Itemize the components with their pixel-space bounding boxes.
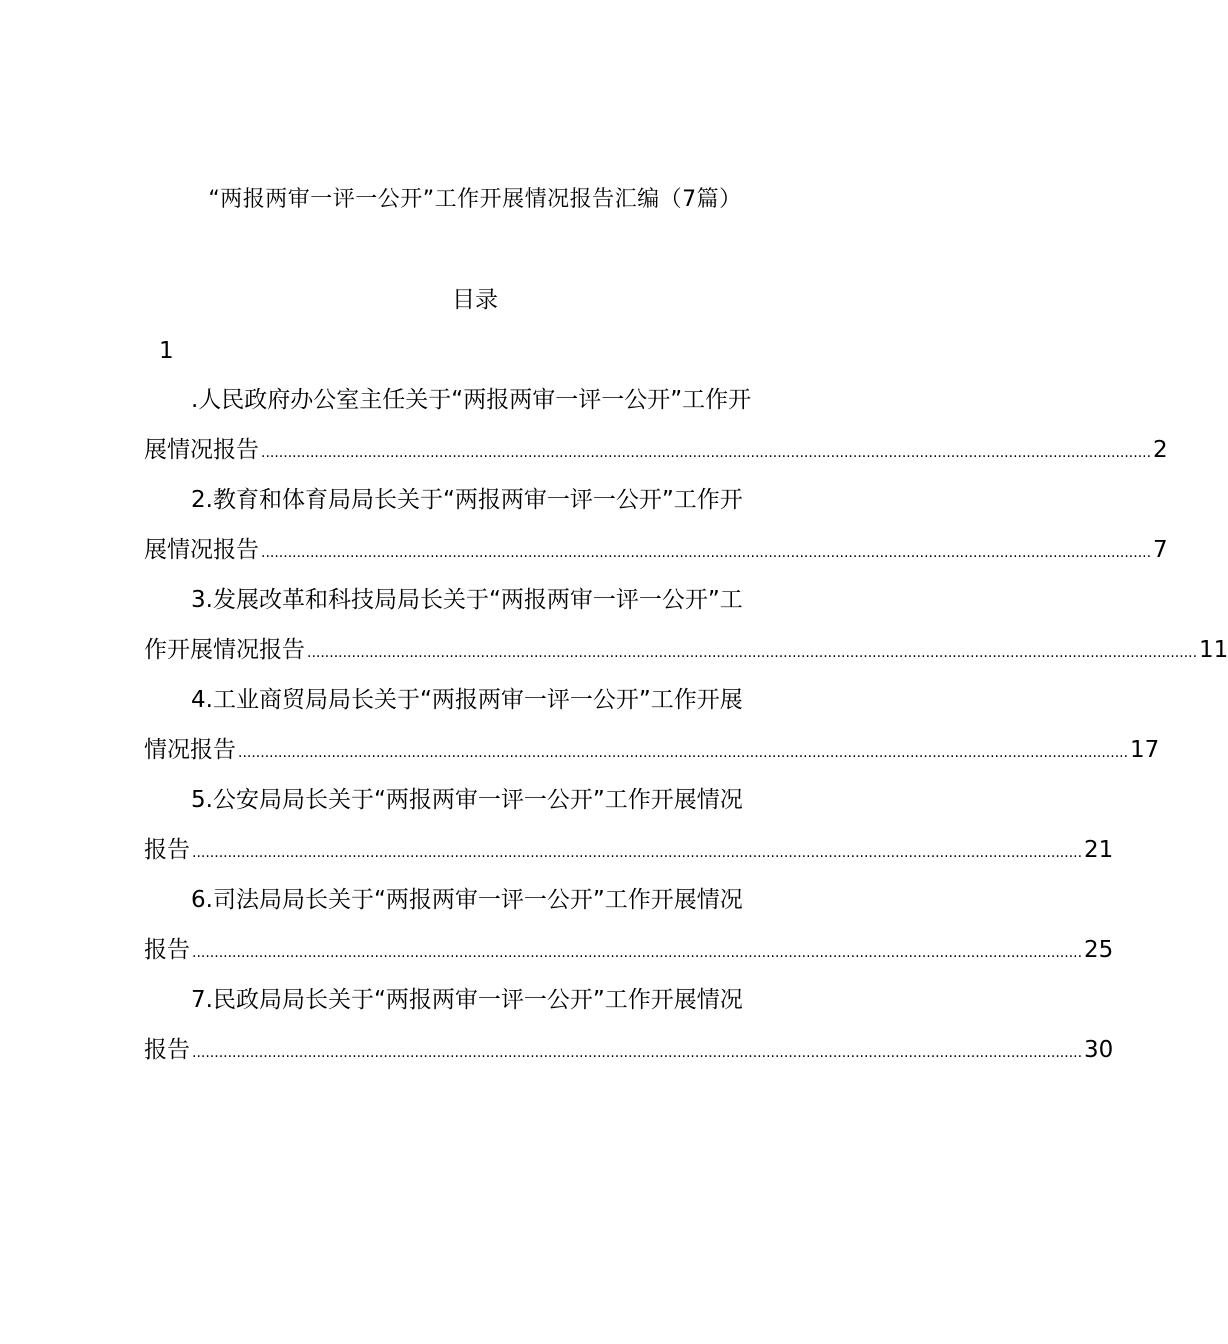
- toc-entry-title-continued: 报告: [144, 1037, 190, 1063]
- toc-page-number: 30: [1084, 1037, 1114, 1063]
- toc-page-number: 2: [1153, 437, 1168, 463]
- toc-entry-title-continued: 情况报告: [144, 737, 236, 763]
- toc-entry-title-continued: 作开展情况报告: [144, 637, 305, 663]
- toc-dot-leader: ........................................................................................................................................................................................................: [307, 645, 1198, 661]
- toc-page-number: 21: [1084, 837, 1114, 863]
- toc-heading: 目录: [452, 287, 498, 313]
- toc-page-number: 25: [1084, 937, 1114, 963]
- toc-entry-title-continued: 报告: [144, 937, 190, 963]
- toc-entry[interactable]: [144, 775, 1114, 875]
- toc-dot-leader: ........................................................................................................................................................................................................: [238, 745, 1129, 761]
- toc-entry-title-continued: 展情况报告: [144, 537, 259, 563]
- toc-dot-leader: ........................................................................................................................................................................................................: [192, 845, 1083, 861]
- toc-entry[interactable]: [144, 975, 1114, 1075]
- toc-page-number: 11: [1199, 637, 1228, 663]
- toc-dot-leader: ........................................................................................................................................................................................................: [261, 445, 1152, 461]
- toc-entry-title: 7.民政局局长关于“两报两审一评一公开”工作开展情况: [191, 987, 743, 1013]
- toc-entry-title: 2.教育和体育局局长关于“两报两审一评一公开”工作开: [191, 487, 743, 513]
- toc-entry[interactable]: [144, 875, 1114, 975]
- table-of-contents: [144, 375, 1228, 1075]
- toc-entry-title: 6.司法局局长关于“两报两审一评一公开”工作开展情况: [191, 887, 743, 913]
- toc-entry-title: 4.工业商贸局局长关于“两报两审一评一公开”工作开展: [191, 687, 743, 713]
- toc-entry-title: .人民政府办公室主任关于“两报两审一评一公开”工作开: [191, 387, 752, 413]
- toc-entry-title: 3.发展改革和科技局局长关于“两报两审一评一公开”工: [191, 587, 743, 613]
- toc-dot-leader: ........................................................................................................................................................................................................: [261, 545, 1152, 561]
- stray-number: 1: [159, 338, 174, 364]
- toc-entry-title-continued: 展情况报告: [144, 437, 259, 463]
- toc-dot-leader: ........................................................................................................................................................................................................: [192, 1045, 1083, 1061]
- toc-page-number: 17: [1130, 737, 1160, 763]
- toc-page-number: 7: [1153, 537, 1168, 563]
- toc-entry[interactable]: [144, 475, 1168, 575]
- toc-entry[interactable]: [144, 575, 1228, 675]
- document-title: “两报两审一评一公开”工作开展情况报告汇编（7篇）: [208, 187, 742, 212]
- toc-entry-title-continued: 报告: [144, 837, 190, 863]
- toc-entry[interactable]: [144, 675, 1160, 775]
- toc-entry-title: 5.公安局局长关于“两报两审一评一公开”工作开展情况: [191, 787, 743, 813]
- toc-entry[interactable]: [144, 375, 1168, 475]
- toc-dot-leader: ........................................................................................................................................................................................................: [192, 945, 1083, 961]
